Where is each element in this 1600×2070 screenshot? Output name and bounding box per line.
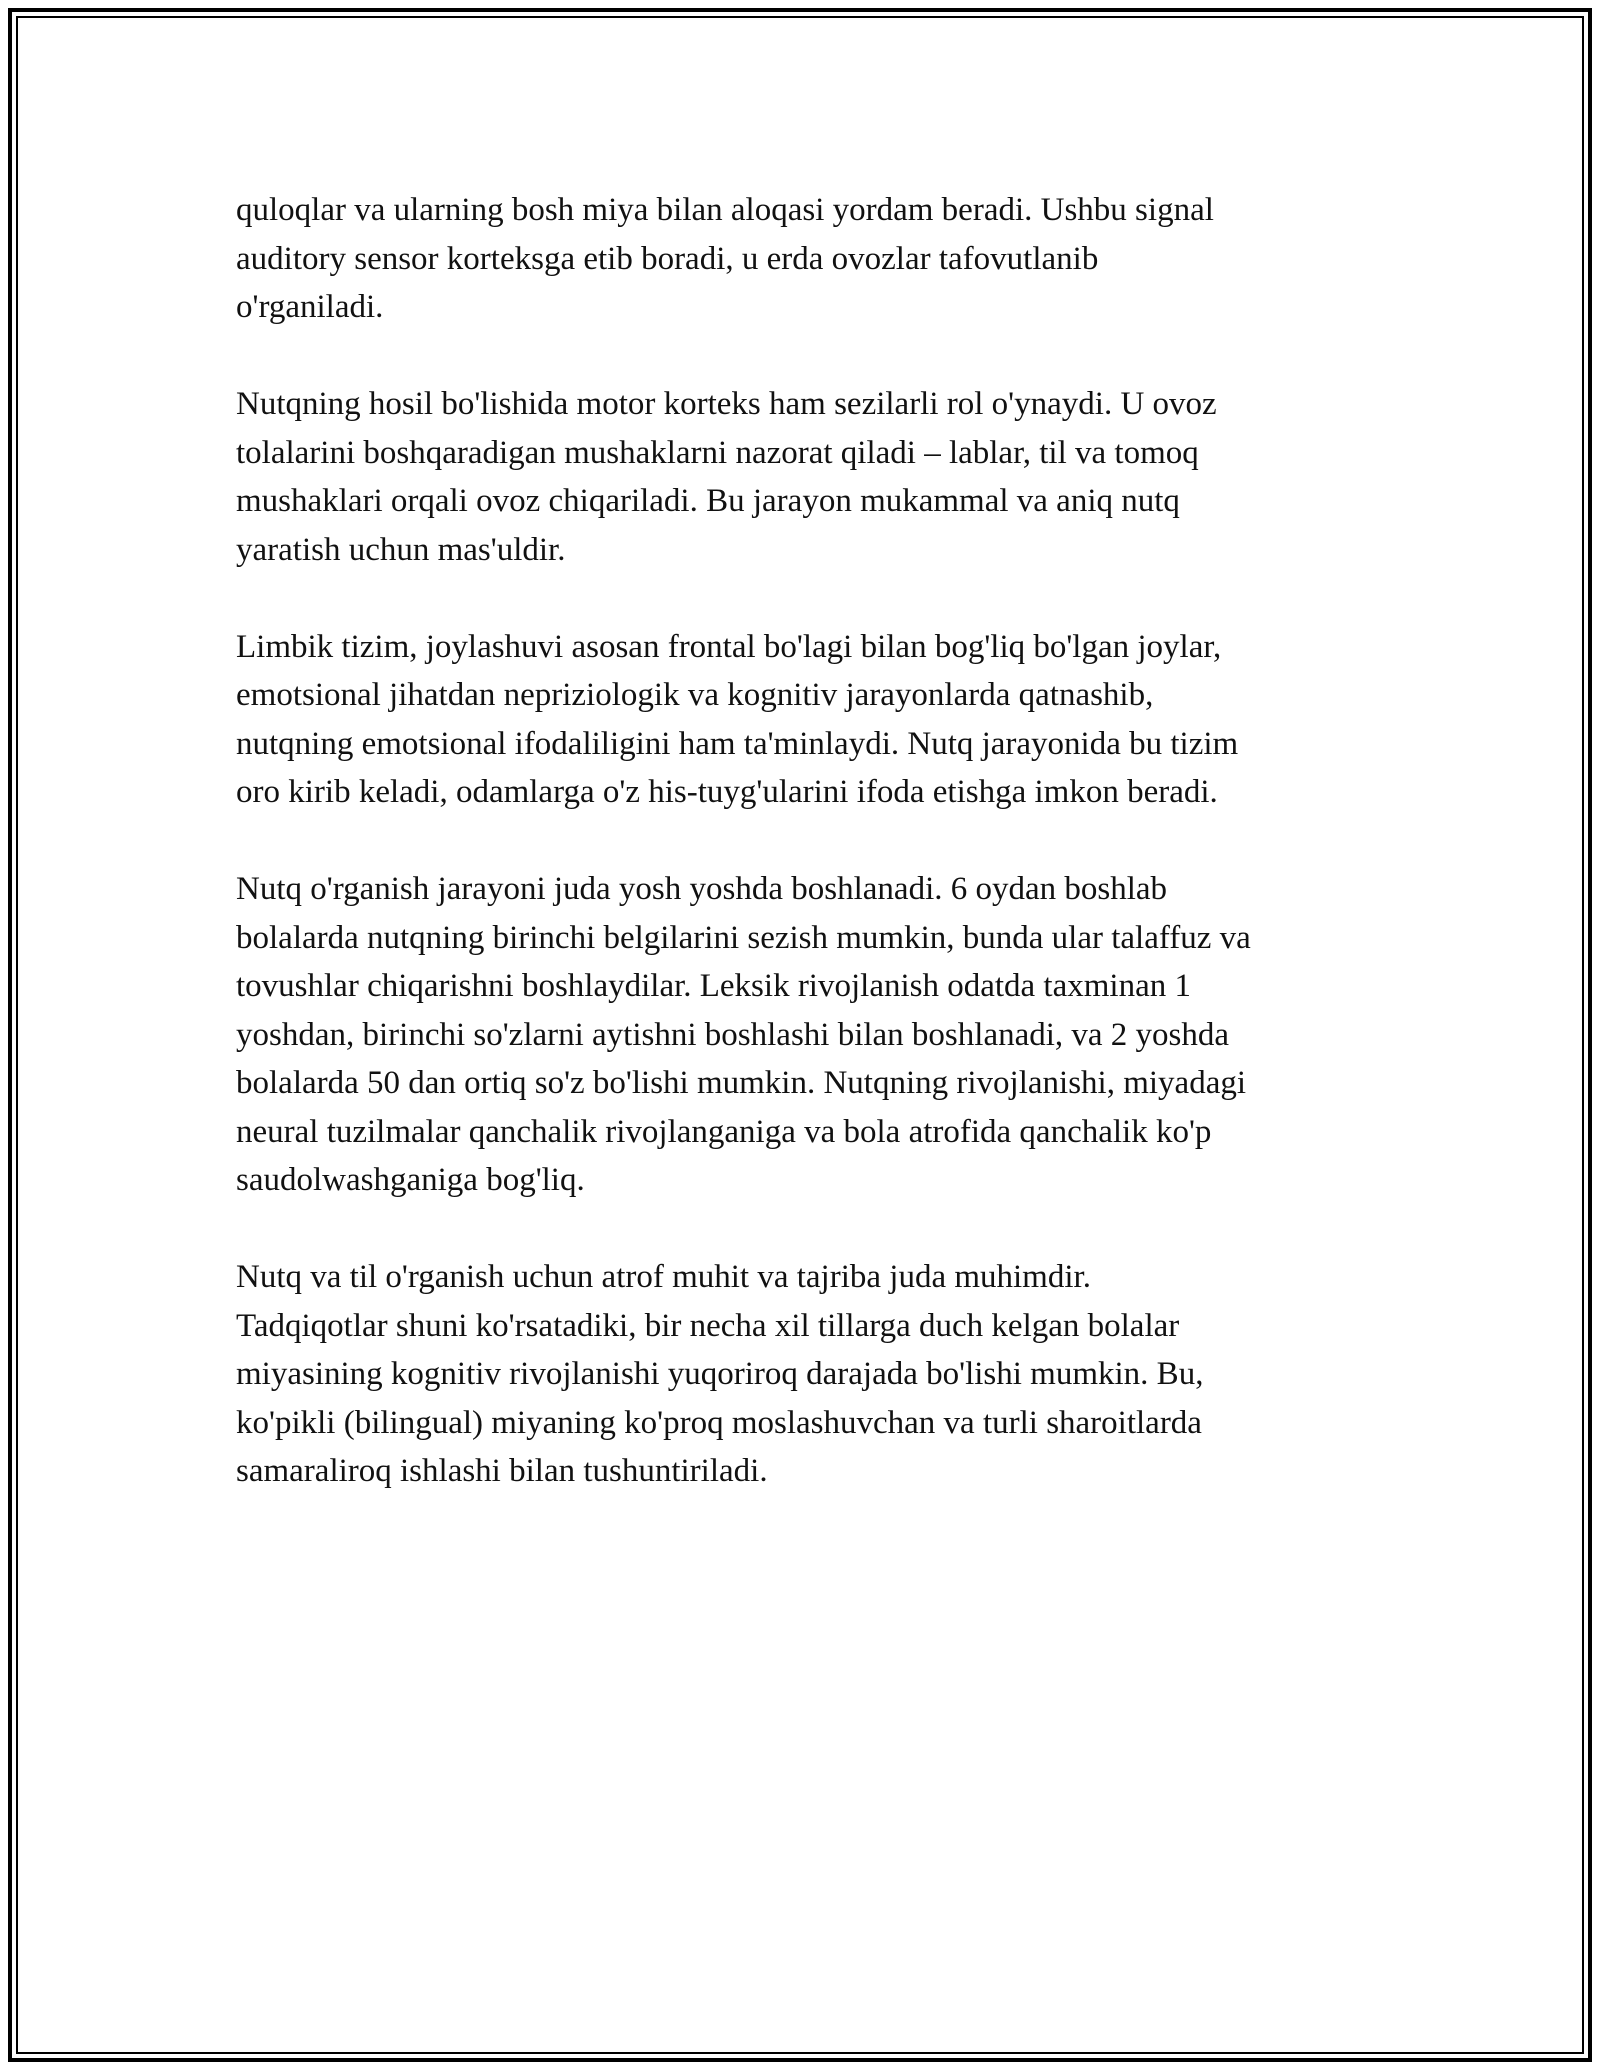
- document-body: [236, 186, 1376, 1544]
- paragraph-3: Limbik tizim, joylashuvi asosan frontal bo'lagi bilan bog'liq bo'lgan joylar, emotsional jihatdan nepriziologik va kognitiv jarayonlarda qatnashib, nutqning emotsional ifodaliligini ham ta'minlaydi. Nutq jarayonida bu tizim oro kirib keladi, odamlarga o'z his-tuyg'ularini ifoda etishga imkon beradi.: [236, 628, 1239, 810]
- paragraph-2: Nutqning hosil bo'lishida motor korteks ham sezilarli rol o'ynaydi. U ovoz tolalarini boshqaradigan mushaklarni nazorat qiladi – lablar, til va tomoq mushaklari orqali ovoz chiqariladi. Bu jarayon mukammal va aniq nutq yaratish uchun mas'uldir.: [236, 386, 1217, 568]
- paragraph-5: Nutq va til o'rganish uchun atrof muhit va tajriba juda muhimdir. Tadqiqotlar shuni ko'rsatadiki, bir necha xil tillarga duch kelgan bolalar miyasining kognitiv rivojlanishi yuqoriroq darajada bo'lishi mumkin. Bu, ko'pikli (bilingual) miyaning ko'proq moslashuvchan va turli sharoitlarda samaraliroq ishlashi bilan tushuntiriladi.: [236, 1259, 1204, 1489]
- paragraph-4: Nutq o'rganish jarayoni juda yosh yoshda boshlanadi. 6 oydan boshlab bolalarda nutqning birinchi belgilarini sezish mumkin, bunda ular talaffuz va tovushlar chiqarishni boshlaydilar. Leksik rivojlanish odatda taxminan 1 yoshdan, birinchi so'zlarni aytishni boshlashi bilan boshlanadi, va 2 yoshda bolalarda 50 dan ortiq so'z bo'lishi mumkin. Nutqning rivojlanishi, miyadagi neural tuzilmalar qanchalik rivojlanganiga va bola atrofida qanchalik ko'p saudolwashganiga bog'liq.: [236, 871, 1251, 1198]
- paragraph-1: quloqlar va ularning bosh miya bilan aloqasi yordam beradi. Ushbu signal auditory sensor korteksga etib boradi, u erda ovozlar tafovutlanib o'rganiladi.: [236, 192, 1214, 325]
